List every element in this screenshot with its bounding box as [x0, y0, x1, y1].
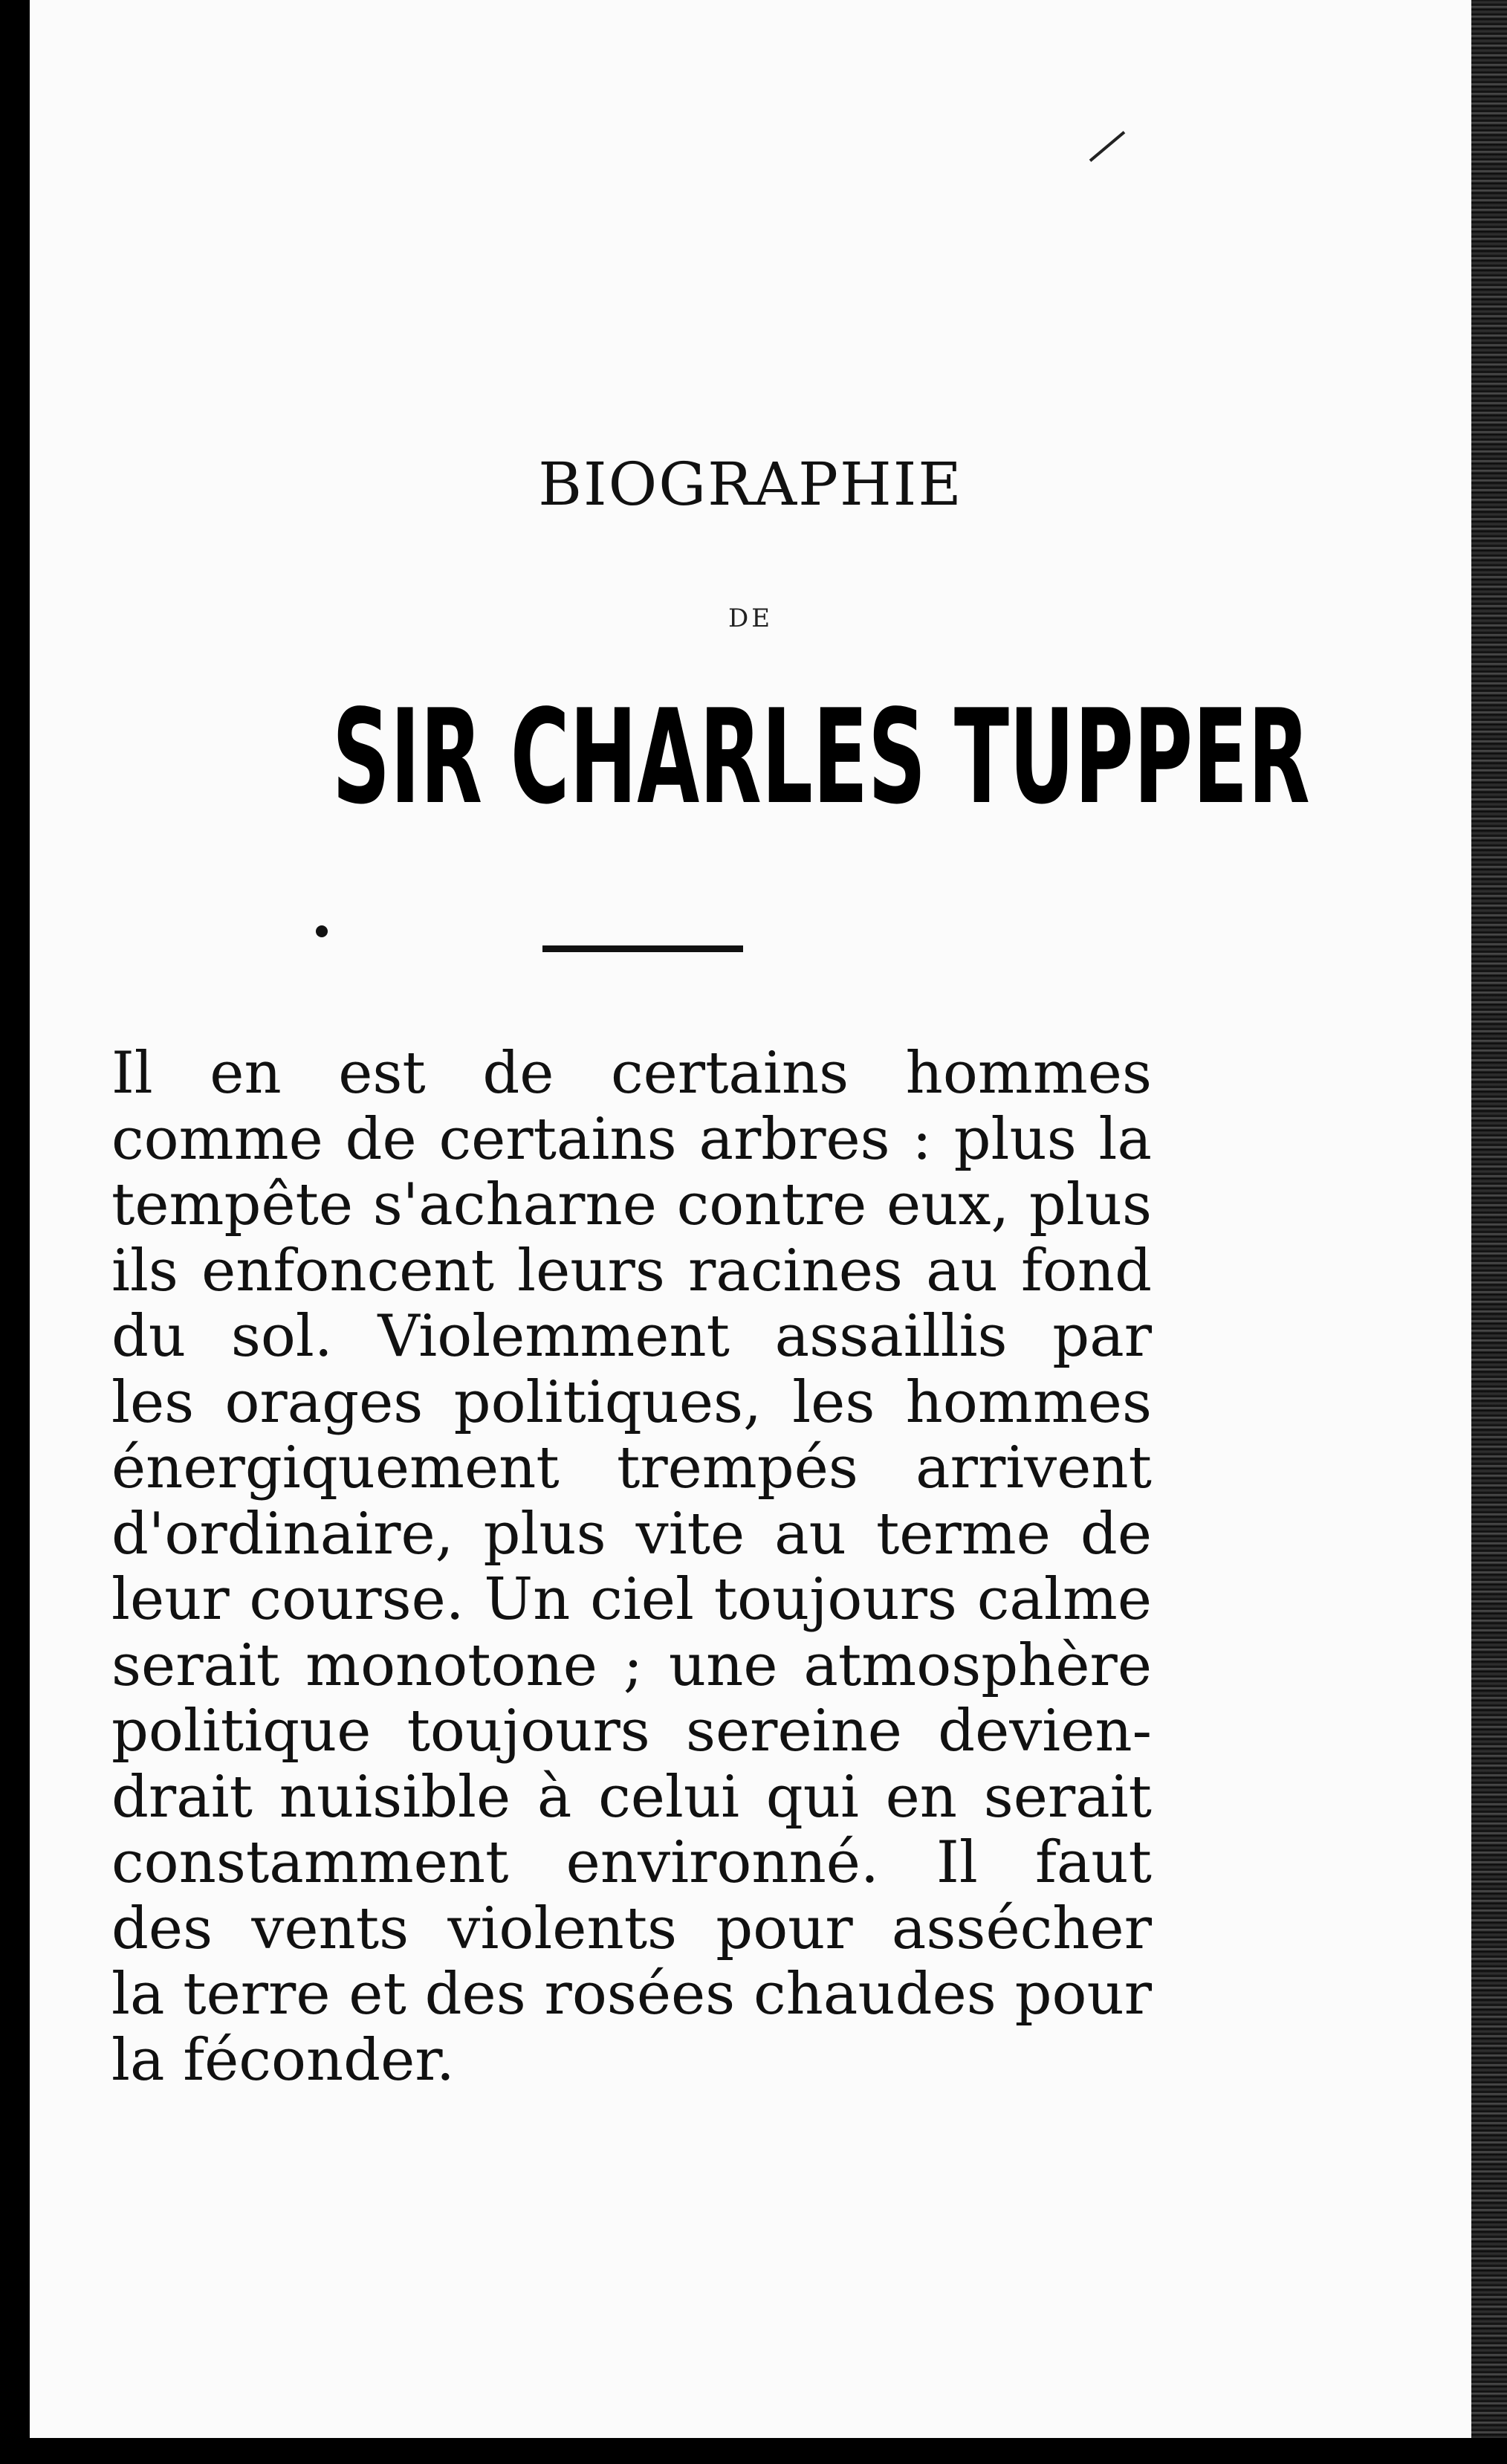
- paragraph-line: ils enfoncent leurs racines au fond: [111, 1237, 1152, 1304]
- paragraph-line: tempête s'acharne contre eux, plus: [111, 1171, 1152, 1238]
- paragraph-line: la terre et des rosées chaudes pour: [111, 1961, 1152, 2028]
- book-page: [30, 0, 1471, 2438]
- paragraph-line: les orages politiques, les hommes: [111, 1368, 1152, 1436]
- paragraph-line: Il en est de certains hommes: [111, 1040, 1152, 1107]
- paragraph-line: la féconder.: [111, 2026, 455, 2094]
- separator-rule: [542, 945, 743, 952]
- heading-name: SIR CHARLES TUPPER: [332, 682, 1310, 833]
- paragraph-line: constamment environné. Il faut: [111, 1829, 1152, 1896]
- paragraph-line: comme de certains arbres : plus la: [111, 1105, 1152, 1173]
- paragraph-line: des vents violents pour assécher: [111, 1895, 1152, 1962]
- scan-left-border: [0, 0, 30, 2464]
- ink-dot: [316, 925, 328, 937]
- heading-connector: DE: [727, 604, 774, 633]
- paragraph-line: politique toujours sereine devien-: [111, 1698, 1152, 1765]
- paragraph-line: énergiquement trempés arrivent: [111, 1435, 1152, 1501]
- paragraph-line: d'ordinaire, plus vite au terme de: [111, 1500, 1152, 1568]
- body-paragraph: [111, 1041, 1152, 2093]
- paragraph-line: drait nuisible à celui qui en serait: [111, 1763, 1152, 1831]
- scan-right-border: [1471, 0, 1507, 2464]
- scan-bottom-border: [0, 2438, 1507, 2464]
- paragraph-line: du sol. Violemment assaillis par: [111, 1303, 1152, 1370]
- pen-mark: [1089, 131, 1126, 162]
- heading-title: BIOGRAPHIE: [538, 450, 963, 519]
- paragraph-line: serait monotone ; une atmosphère: [111, 1632, 1152, 1699]
- paragraph-line: leur course. Un ciel toujours calme: [111, 1566, 1152, 1633]
